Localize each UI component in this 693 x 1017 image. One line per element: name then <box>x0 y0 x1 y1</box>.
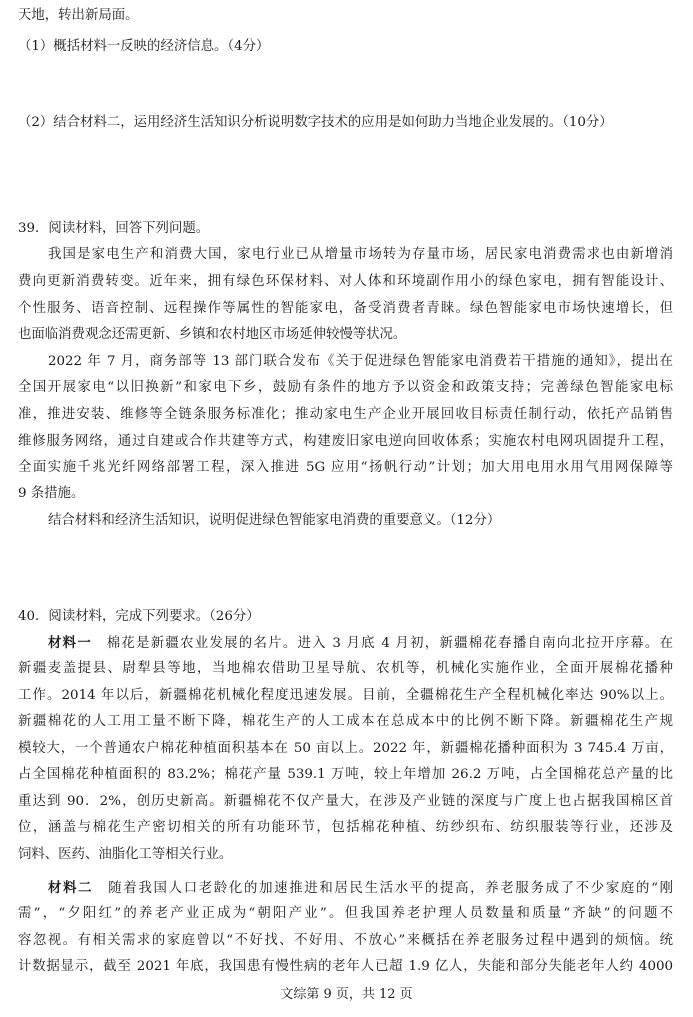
text-line: 9 条措施。 <box>18 486 85 501</box>
text-line: 我国是家电生产和消费大国，家电行业已从增量市场转为存量市场，居民家电消费需求也由新增消 <box>48 247 673 262</box>
material-2-label: 材料二 <box>48 880 94 896</box>
material-1-label: 材料一 <box>48 635 93 651</box>
text-line: 准，推进安装、维修等全链条服务标准化；推动家电生产企业开展回收目标责任制行动，依托产品销售 <box>18 407 673 422</box>
text-line: 维修服务网络，通过自建或合作共建等方式，构建废旧家电逆向回收体系；实施农村电网巩固提升工程， <box>18 434 673 449</box>
material-2-first-line <box>48 878 673 899</box>
text-line: 棉花是新疆农业发展的名片。进入 3 月底 4 月初，新疆棉花春播自南向北拉开序幕。在 <box>105 636 673 651</box>
page-footer: 文综第 9 页，共 12 页 <box>280 987 413 1002</box>
question-39-heading: 39．阅读材料，回答下列问题。 <box>18 221 210 236</box>
text-line: 也面临消费观念还需更新、乡镇和农村地区市场延伸较慢等状况。 <box>18 327 407 342</box>
text-line: 天地，转出新局面。 <box>18 8 139 23</box>
question-40-heading: 40．阅读材料，完成下列要求。（26分） <box>18 609 260 624</box>
text-line: 随着我国人口老龄化的加速推进和居民生活水平的提高，养老服务成了不少家庭的“刚 <box>106 881 673 896</box>
material-1-first-line <box>48 633 673 654</box>
text-line: 占全国棉花种植面积的 83.2%；棉花产量 539.1 万吨，较上年增加 26.2 万吨，占全国棉花总产量的比 <box>18 767 673 782</box>
question-39-prompt: 结合材料和经济生活知识，说明促进绿色智能家电消费的重要意义。（12分） <box>48 513 501 528</box>
text-line: 重达到 90．2%，创历史新高。新疆棉花不仅产量大，在涉及产业链的深度与广度上也占据我国棉区首 <box>18 794 673 809</box>
text-line: 个性服务、语音控制、远程操作等属性的智能家电，备受消费者青睐。绿色智能家电市场快速增长，但 <box>18 301 673 316</box>
question-38-1: （1）概括材料一反映的经济信息。（4分） <box>18 39 270 54</box>
text-line: 容忽视。有相关需求的家庭曾以“不好找、不好用、不放心”来概括在养老服务过程中遇到的烦恼。统 <box>18 933 673 948</box>
text-line: 模较大，一个普通农户棉花种植面积基本在 50 亩以上。2022 年，新疆棉花播种面积为 3 745.4 万亩， <box>18 741 673 756</box>
text-line: 工作。2014 年以后，新疆棉花机械化程度迅速发展。目前，全疆棉花生产全程机械化率达 90%以上。 <box>18 688 673 703</box>
text-line: 需”，“夕阳红”的养老产业正成为“朝阳产业”。但我国养老护理人员数量和质量“齐缺”的问题不 <box>18 906 673 921</box>
text-line: 新疆棉花的人工用工量不断下降，棉花生产的人工成本在总成本中的比例不断下降。新疆棉花生产规 <box>18 714 673 729</box>
text-line: 2022 年 7 月，商务部等 13 部门联合发布《关于促进绿色智能家电消费若干措施的通知》，提出在 <box>48 354 673 369</box>
text-line: 计数据显示，截至 2021 年底，我国患有慢性病的老年人已超 1.9 亿人，失能和部分失能老年人约 4000 <box>18 959 673 974</box>
text-line: 新疆麦盖提县、尉犁县等地，当地棉农借助卫星导航、农机等，机械化实施作业，全面开展棉花播种 <box>18 661 673 676</box>
text-line: 位，涵盖与棉花生产密切相关的所有功能环节，包括棉花种植、纺纱织布、纺织服装等行业，还涉及 <box>18 820 673 835</box>
text-line: 费向更新消费转变。近年来，拥有绿色环保材料、对人体和环境副作用小的绿色家电，拥有智能设计、 <box>18 274 673 289</box>
text-line: 饲料、医药、油脂化工等相关行业。 <box>18 847 233 862</box>
text-line: 全面实施千兆光纤网络部署工程，深入推进 5G 应用“扬帆行动”计划；加大用电用水用气用网保障等 <box>18 460 673 475</box>
text-line: 全国开展家电“以旧换新”和家电下乡，鼓励有条件的地方予以资金和政策支持；完善绿色智能家电标 <box>18 380 673 395</box>
question-38-2: （2）结合材料二，运用经济生活知识分析说明数字技术的应用是如何助力当地企业发展的。（10分） <box>18 115 613 130</box>
